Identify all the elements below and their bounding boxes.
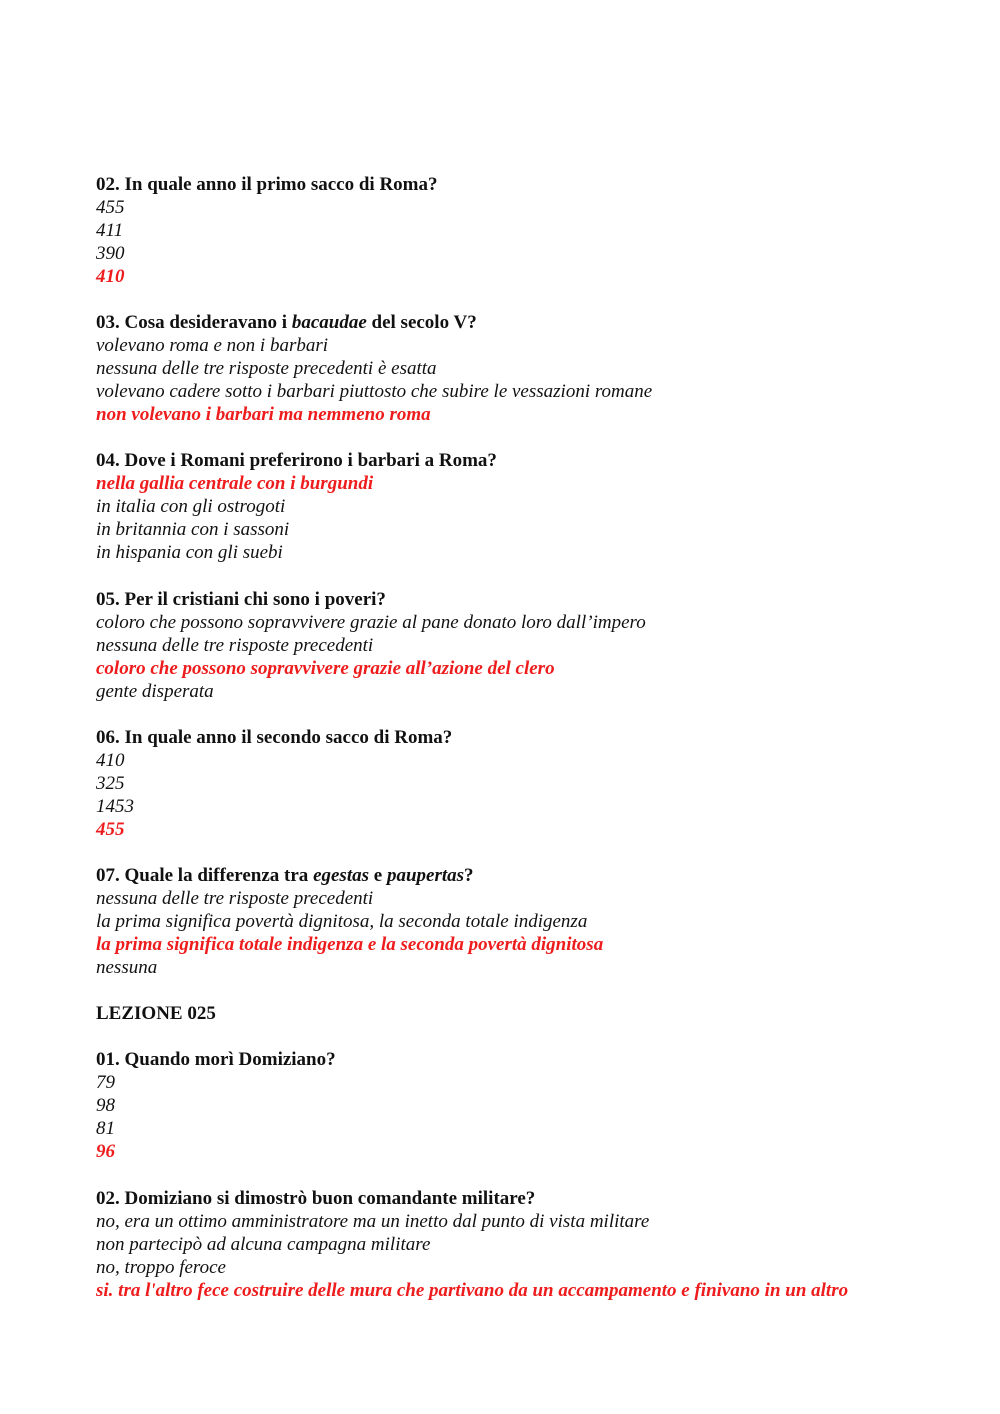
correct-answer: 410 bbox=[96, 266, 125, 287]
answer-option: nessuna delle tre risposte precedenti bbox=[96, 887, 374, 909]
answer-option: 390 bbox=[96, 243, 125, 264]
correct-answer: si. tra l'altro fece costruire delle mura che partivano da un accampamento e finivano in un altro bbox=[96, 1279, 849, 1301]
question-text-part: 03. Cosa desideravano i bbox=[96, 312, 292, 334]
correct-answer: la prima significa totale indigenza e la seconda povertà dignitosa bbox=[96, 933, 604, 955]
question-block bbox=[96, 173, 976, 288]
answer-option: gente disperata bbox=[96, 680, 214, 702]
answer-option: coloro che possono sopravvivere grazie al pane donato loro dall’impero bbox=[96, 611, 646, 633]
answer-option: 411 bbox=[96, 220, 124, 241]
question-text: 05. Per il cristiani chi sono i poveri? bbox=[96, 588, 386, 610]
answer-option: volevano cadere sotto i barbari piuttosto che subire le vessazioni romane bbox=[96, 381, 653, 403]
correct-answer: 96 bbox=[96, 1141, 115, 1163]
answer-option: 410 bbox=[96, 749, 125, 771]
section-heading: LEZIONE 025 bbox=[96, 1003, 216, 1025]
question-term: bacaudae bbox=[291, 312, 367, 334]
question-text bbox=[96, 311, 976, 334]
question-text: 01. Quando morì Domiziano? bbox=[96, 1049, 336, 1071]
question-text: 06. In quale anno il secondo sacco di Roma? bbox=[96, 726, 453, 748]
answer-option: 98 bbox=[96, 1095, 115, 1117]
answer-option: no, era un ottimo amministratore ma un inetto dal punto di vista militare bbox=[96, 1210, 650, 1232]
answer-option: nessuna bbox=[96, 956, 158, 978]
question-block bbox=[96, 449, 976, 564]
question-block bbox=[96, 726, 976, 841]
correct-answer: non volevano i barbari ma nemmeno roma bbox=[96, 404, 431, 426]
answer-option: 1453 bbox=[96, 795, 134, 817]
question-text: 04. Dove i Romani preferirono i barbari a Roma? bbox=[96, 450, 497, 472]
answer-option: 455 bbox=[96, 197, 125, 218]
question-block bbox=[96, 864, 976, 979]
question-block bbox=[96, 1048, 976, 1163]
quiz-content bbox=[96, 173, 976, 1302]
question-text: 02. Domiziano si dimostrò buon comandante militare? bbox=[96, 1187, 536, 1209]
answer-option: 81 bbox=[96, 1118, 115, 1140]
answer-option: in britannia con i sassoni bbox=[96, 519, 290, 541]
question-text-part: e bbox=[369, 864, 387, 886]
question-text-part: ? bbox=[464, 864, 474, 886]
question-block bbox=[96, 588, 976, 703]
correct-answer: nella gallia centrale con i burgundi bbox=[96, 473, 374, 495]
question-block bbox=[96, 1187, 976, 1302]
answer-option: in italia con gli ostrogoti bbox=[96, 496, 286, 518]
answer-option: la prima significa povertà dignitosa, la seconda totale indigenza bbox=[96, 910, 588, 932]
question-term: paupertas bbox=[386, 864, 465, 886]
answer-option: 325 bbox=[96, 772, 125, 794]
question-text bbox=[96, 864, 976, 887]
question-text-part: del secolo V? bbox=[366, 312, 477, 334]
correct-answer: coloro che possono sopravvivere grazie all’azione del clero bbox=[96, 657, 555, 679]
answer-option: non partecipò ad alcuna campagna militare bbox=[96, 1233, 431, 1255]
question-text: 02. In quale anno il primo sacco di Roma? bbox=[96, 174, 438, 195]
answer-option: in hispania con gli suebi bbox=[96, 542, 283, 564]
question-term: egestas bbox=[313, 864, 369, 886]
question-text-part: 07. Quale la differenza tra bbox=[96, 864, 314, 886]
answer-option: nessuna delle tre risposte precedenti è esatta bbox=[96, 358, 437, 380]
answer-option: volevano roma e non i barbari bbox=[96, 335, 329, 357]
answer-option: nessuna delle tre risposte precedenti bbox=[96, 634, 374, 656]
answer-option: no, troppo feroce bbox=[96, 1256, 226, 1278]
answer-option: 79 bbox=[96, 1072, 115, 1094]
question-block bbox=[96, 311, 976, 426]
correct-answer: 455 bbox=[96, 818, 125, 840]
